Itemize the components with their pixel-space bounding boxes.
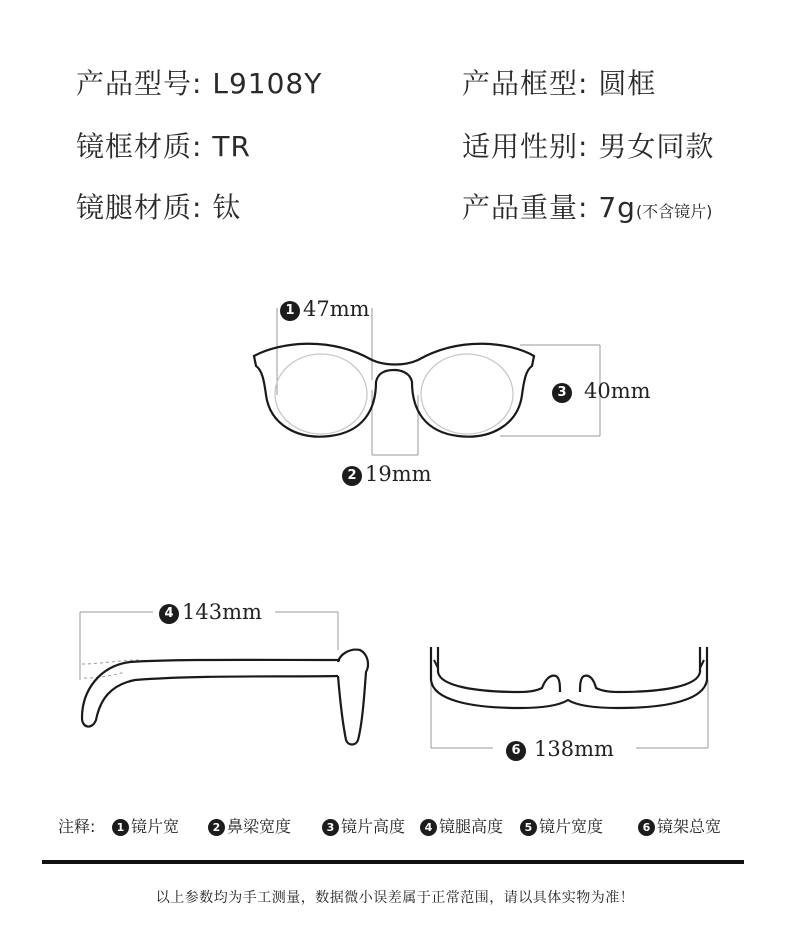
footer-note: 以上参数均为手工测量，数据微小误差属于正常范围，请以具体实物为准！ xyxy=(155,890,635,906)
front-frame-outline xyxy=(254,344,534,437)
front-view-glasses xyxy=(254,308,600,455)
spec-model-value: L9108Y xyxy=(212,67,323,100)
temple-arm xyxy=(82,660,340,727)
dim-lens-width xyxy=(280,297,370,321)
spec-temple-material-value: 钛 xyxy=(212,191,242,224)
spec-gender-value: 男女同款 xyxy=(598,130,715,163)
spec-frame-type-value: 圆框 xyxy=(598,67,657,100)
legend-marker-5: 5 xyxy=(520,819,537,836)
dim-3-text: 40mm xyxy=(584,379,651,403)
legend-prefix: 注释: xyxy=(58,817,96,836)
dim-6-text: 138mm xyxy=(534,737,614,761)
legend-label-1: 镜片宽 xyxy=(131,817,180,836)
spec-frame-type-label: 产品框型: xyxy=(462,67,589,100)
dim-4-text: 143mm xyxy=(182,600,262,624)
divider-rule xyxy=(42,860,744,864)
legend-item-5 xyxy=(520,814,603,837)
side-view-glasses xyxy=(80,612,368,745)
legend-marker-3: 3 xyxy=(322,819,339,836)
legend-marker-6: 6 xyxy=(638,819,655,836)
top-view-glasses xyxy=(431,647,708,748)
dim-2-text: 19mm xyxy=(365,462,432,486)
dim-temple-length xyxy=(159,600,262,624)
left-lens xyxy=(275,354,367,434)
dim-total-width xyxy=(506,737,614,761)
dim-3-marker: 3 xyxy=(552,383,572,403)
legend-label-5: 镜片宽度 xyxy=(539,817,604,836)
spec-gender-label: 适用性别: xyxy=(462,130,589,163)
legend-marker-1: 1 xyxy=(112,819,129,836)
legend-item-1 xyxy=(112,814,179,837)
spec-frame-material-label: 镜框材质: xyxy=(76,130,203,163)
spec-temple-material-label: 镜腿材质: xyxy=(76,191,203,224)
legend-label-3: 镜片高度 xyxy=(341,817,406,836)
side-front-rim xyxy=(338,650,368,745)
legend-marker-2: 2 xyxy=(208,819,225,836)
spec-frame-material-value: TR xyxy=(212,130,251,163)
spec-weight-note: (不含镜片) xyxy=(635,202,713,221)
dim-4-marker: 4 xyxy=(159,604,179,624)
dim-lens-height xyxy=(552,379,651,403)
legend-item-3 xyxy=(322,814,405,837)
spec-weight-value: 7g xyxy=(598,191,636,224)
legend-item-2 xyxy=(208,814,291,837)
dim-2-marker: 2 xyxy=(342,466,362,486)
top-frame-outline xyxy=(431,647,707,708)
legend-label-6: 镜架总宽 xyxy=(657,817,722,836)
right-lens xyxy=(421,354,513,434)
spec-weight-label: 产品重量: xyxy=(462,191,589,224)
legend-marker-4: 4 xyxy=(420,819,437,836)
dim-6-marker: 6 xyxy=(506,741,526,761)
legend-label-2: 鼻梁宽度 xyxy=(227,817,292,836)
dim-1-marker: 1 xyxy=(280,301,300,321)
legend-label-4: 镜腿高度 xyxy=(439,817,504,836)
spec-model-label: 产品型号: xyxy=(76,67,203,100)
dim-bridge-width xyxy=(342,462,432,486)
legend-item-6 xyxy=(638,814,721,837)
dim-1-text: 47mm xyxy=(303,297,370,321)
legend-item-4 xyxy=(420,814,503,837)
